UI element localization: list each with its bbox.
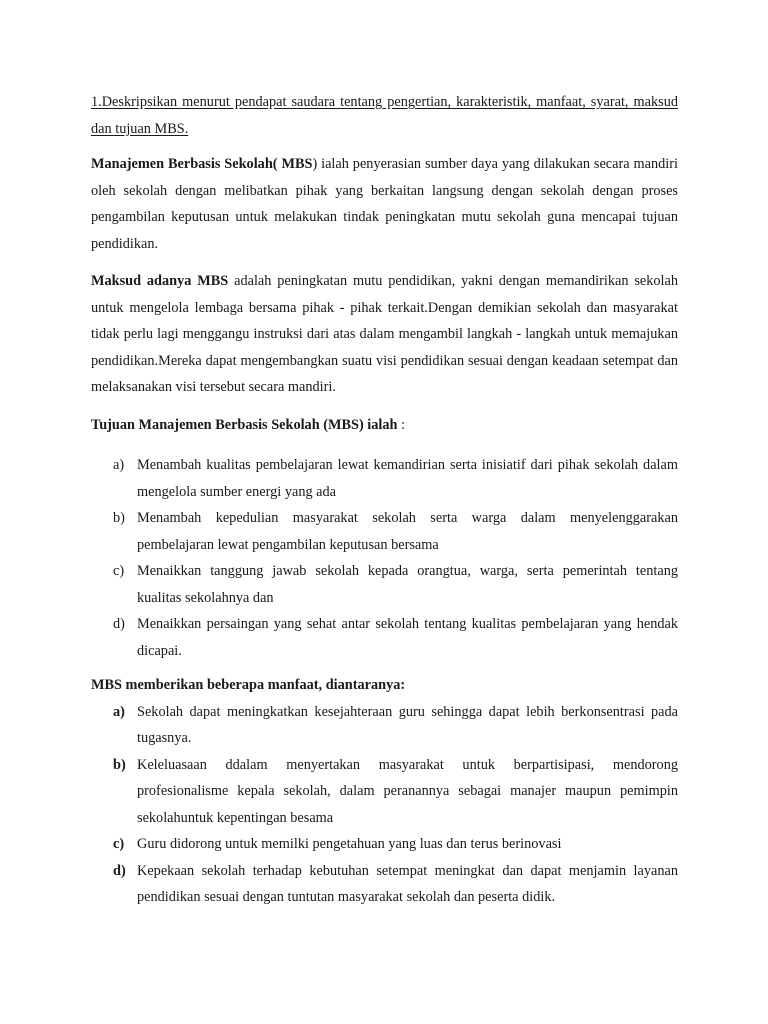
list-marker: d) [113, 862, 126, 879]
list-marker: a) [113, 703, 125, 720]
list-item [91, 752, 678, 832]
manfaat-list [91, 699, 678, 911]
list-item-text: Menaikkan tanggung jawab sekolah kepada orangtua, warga, serta pemerintah tentang kualitas sekolahnya dan [137, 563, 678, 606]
list-item-text: Kepekaan sekolah terhadap kebutuhan setempat meningkat dan dapat menjamin layanan pendidikan sesuai dengan tuntutan masyarakat sekolah dan peserta didik. [137, 862, 678, 905]
definition-term: Manajemen Berbasis Sekolah( MBS [91, 156, 313, 172]
list-item-text: Menambah kepedulian masyarakat sekolah serta warga dalam menyelenggarakan pembelajaran lewat pengambilan keputusan bersama [137, 510, 678, 553]
list-item [91, 611, 678, 664]
list-item-text: Menambah kualitas pembelajaran lewat kemandirian serta inisiatif dari pihak sekolah dalam mengelola sumber energi yang ada [137, 457, 678, 500]
list-item [91, 858, 678, 911]
manfaat-heading-label: MBS memberikan beberapa manfaat, diantaranya: [91, 677, 406, 693]
maksud-text: adalah peningkatan mutu pendidikan, yakni dengan memandirikan sekolah untuk mengelola lembaga bersama pihak - pihak terkait.Dengan demikian sekolah dan masyarakat tidak perlu lagi menggangu instruksi dari atas dalam mengambil langkah - langkah untuk memajukan pendidikan.Mereka dapat mengembangkan suatu visi pendidikan sesuai dengan keadaan setempat dan melaksanakan visi tersebut secara mandiri. [91, 273, 679, 395]
list-item-text: Menaikkan persaingan yang sehat antar sekolah tentang kualitas pembelajaran yang hendak dicapai. [137, 616, 678, 659]
tujuan-list [91, 452, 678, 664]
tujuan-heading-label: Tujuan Manajemen Berbasis Sekolah (MBS) ialah [91, 416, 398, 433]
list-marker: b) [113, 510, 125, 526]
list-item [91, 505, 678, 558]
list-marker: c) [113, 836, 125, 852]
list-item [91, 558, 678, 611]
maksud-term: Maksud adanya MBS [91, 273, 229, 289]
list-marker: d) [113, 616, 125, 632]
tujuan-heading-suffix: : [397, 416, 406, 433]
manfaat-heading [91, 672, 678, 699]
list-marker: c) [113, 563, 125, 579]
list-item [91, 452, 678, 505]
maksud-paragraph [91, 268, 678, 401]
list-marker: b) [113, 756, 126, 773]
list-item [91, 699, 678, 752]
definition-paragraph [91, 151, 678, 257]
list-item [91, 831, 678, 858]
tujuan-heading [91, 412, 678, 439]
list-marker: a) [113, 457, 125, 473]
list-item-text: Sekolah dapat meningkatkan kesejahteraan guru sehingga dapat lebih berkonsentrasi pada tugasnya. [137, 703, 678, 746]
question-text: 1.Deskripsikan menurut pendapat saudara tentang pengertian, karakteristik, manfaat, syarat, maksud dan tujuan MBS. [91, 94, 678, 137]
list-item-text: Guru didorong untuk memilki pengetahuan yang luas dan terus berinovasi [137, 836, 562, 852]
definition-text: ) ialah penyerasian sumber daya yang dilakukan secara mandiri oleh sekolah dengan melibatkan pihak yang berkaitan langsung dengan sekolah dengan proses pengambilan keputusan untuk melakukan tindak peningkatan mutu sekolah guna mencapai tujuan pendidikan. [91, 156, 678, 252]
list-item-text: Keleluasaan ddalam menyertakan masyarakat untuk berpartisipasi, mendorong profesionalisme kepala sekolah, dalam peranannya sebagai manajer maupun pemimpin sekolahuntuk kepentingan besama [137, 756, 678, 826]
